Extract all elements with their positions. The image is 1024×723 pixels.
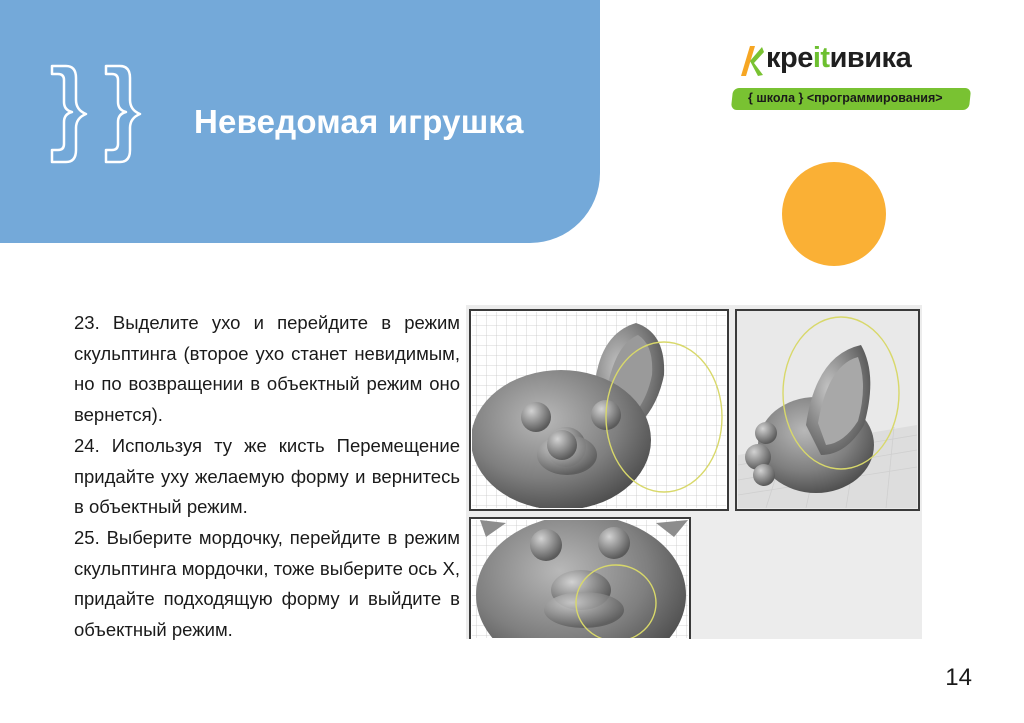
viewport-side-ear — [736, 310, 919, 510]
instruction-step-24: 24. Используя ту же кисть Перемещение придайте уху желаемую форму и вернитесь в объектный режим. — [74, 434, 460, 518]
blender-screenshots — [466, 305, 922, 639]
logo-wordmark: креitивика — [766, 42, 912, 74]
instructions-text — [74, 308, 460, 646]
viewport-face-sculpt — [470, 515, 690, 639]
page-number: 14 — [945, 664, 972, 691]
instruction-step-23: 23. Выделите ухо и перейдите в режим скульптинга (второе ухо станет невидимым, но по возвращении в объектный режим оно вернется). — [74, 312, 460, 426]
decorative-orange-circle — [782, 162, 886, 266]
instruction-step-25: 25. Выберите мордочку, перейдите в режим скульптинга мордочки, тоже выберите ось X, придайте подходящую форму и выйдите в объектный режим. — [74, 526, 460, 641]
kreitivika-logo-mark — [738, 44, 764, 78]
logo-tagline: { школа } <программирования> — [748, 91, 943, 105]
screenshot-collage — [466, 305, 922, 639]
logo — [726, 40, 976, 120]
viewport-front-ear — [470, 310, 728, 510]
double-brace-icon — [44, 62, 159, 172]
header-panel — [0, 0, 600, 243]
slide-title: Неведомая игрушка — [194, 103, 524, 140]
